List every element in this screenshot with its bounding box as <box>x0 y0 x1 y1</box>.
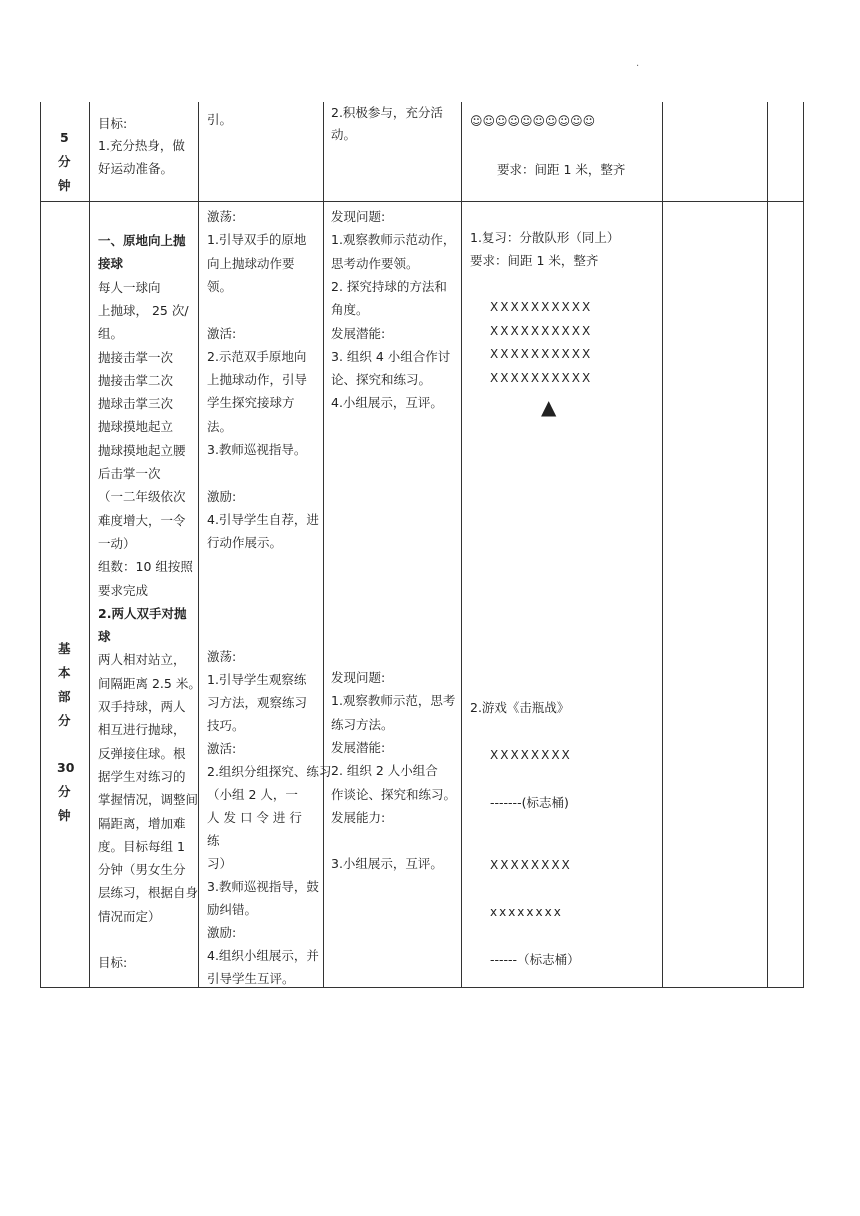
time-char: 钟 <box>58 178 71 193</box>
col-line-0 <box>40 102 41 988</box>
cell-line: 3.小组展示，互评。 <box>331 856 443 872</box>
cell-text: 1.充分热身，做 <box>98 138 185 153</box>
cell-text: 动。 <box>331 127 357 142</box>
cell-line: 抛球摸地起立腰 <box>98 442 186 458</box>
time-char: 分 <box>58 784 71 799</box>
cell-line: 抛球摸地起立 <box>98 419 174 435</box>
cell-line: 4.小组展示，互评。 <box>331 395 443 411</box>
col-line-2 <box>198 102 199 988</box>
cell-line: 相互进行抛球， <box>98 722 186 738</box>
cell-line: （小组 2 人，一 <box>207 787 298 802</box>
cell-line: 习） <box>207 856 233 871</box>
cell-line: 一、原地向上抛 <box>98 233 186 248</box>
formation-row: XXXXXXXXXX <box>490 347 593 361</box>
time-char: 钟 <box>58 808 71 823</box>
cell-line: 2.组织分组探究、练习 <box>207 764 332 779</box>
cell-line: 组数：10 组按照 <box>98 559 193 575</box>
time-char: 部 <box>58 689 71 704</box>
cell-line: 人 发 口 令 进 行 <box>207 810 302 825</box>
formation-row: XXXXXXXXXX <box>490 300 593 314</box>
cell-line: 作谈论、探究和练习。 <box>331 786 457 802</box>
cell-line: 双手持球，两人 <box>98 699 186 714</box>
inner-box-left <box>89 202 90 987</box>
cell-line: 3.教师巡视指导，鼓 <box>207 879 319 894</box>
cell-text: 目标: <box>98 116 128 131</box>
cell-line: 两人相对站立， <box>98 652 186 668</box>
inner-box-bottom <box>89 987 199 988</box>
game-line: -------(标志桶) <box>490 795 569 810</box>
cell-line: 练习方法。 <box>331 716 394 732</box>
cell-line: 抛接击掌二次 <box>98 372 174 388</box>
cell-line: 发展潜能: <box>331 325 386 341</box>
cell-line: 发展能力: <box>331 809 386 825</box>
cell-line: 学生探究接球方 <box>207 395 295 411</box>
cell-line: 4.引导学生自荐，进 <box>207 511 319 527</box>
cell-line: 励纠错。 <box>207 902 258 917</box>
col-line-6 <box>767 102 768 988</box>
cell-line: 行动作展示。 <box>207 535 283 551</box>
cell-line: 4.组织小组展示，并 <box>207 948 319 963</box>
col-line-3 <box>323 102 324 988</box>
cell-line: （一二年级依次 <box>98 489 186 505</box>
cell-line: 发现问题: <box>331 209 386 224</box>
cell-line: 组。 <box>98 326 124 342</box>
cell-line: 激活: <box>207 325 237 341</box>
cell-line: 抛球击掌三次 <box>98 396 174 412</box>
cell-line: 掌握情况，调整间 <box>98 792 199 808</box>
cell-line: 引导学生互评。 <box>207 971 295 986</box>
time-char: 5 <box>60 130 69 145</box>
formation-title: 1.复习：分散队形（同上） <box>470 230 620 245</box>
formation-row: XXXXXXXXXX <box>490 324 593 338</box>
cell-line: 角度。 <box>331 302 369 318</box>
cell-line: 上抛球动作，引导 <box>207 372 308 388</box>
time-char: 分 <box>58 154 71 169</box>
cell-line: 目标: <box>98 955 128 971</box>
cell-line: 1.观察教师示范动作， <box>331 232 456 248</box>
cell-line: 技巧。 <box>207 718 245 733</box>
cell-line: 1.引导学生观察练 <box>207 672 307 687</box>
cell-line: 激荡: <box>207 209 237 224</box>
cell-line: 一动） <box>98 535 136 551</box>
cell-line: 3. 组织 4 小组合作讨 <box>331 348 451 364</box>
cell-line: 发展潜能: <box>331 739 386 755</box>
time-char: 30 <box>57 760 75 775</box>
cell-line: 激励: <box>207 925 237 940</box>
formation-row: XXXXXXXXXX <box>490 371 593 385</box>
cell-line: 2.两人双手对抛 <box>98 605 187 621</box>
cell-line: 抛接击掌一次 <box>98 349 174 365</box>
cell-line: 2. 组织 2 人小组合 <box>331 763 438 779</box>
cell-line: 激荡: <box>207 649 237 664</box>
cell-line: 反弹接住球。根 <box>98 745 186 761</box>
game-line: XXXXXXXX <box>490 748 572 762</box>
cell-line: 隔距离，增加难 <box>98 815 186 831</box>
cell-line: 1.观察教师示范，思考 <box>331 693 456 709</box>
game-line: XXXXXXXX <box>490 858 572 872</box>
col-line-5 <box>662 102 663 988</box>
cell-line: 每人一球向 <box>98 279 161 295</box>
col-line-4 <box>461 102 462 988</box>
cell-line: 激活: <box>207 741 237 756</box>
cell-line: 发现问题: <box>331 670 386 685</box>
cell-line: 领。 <box>207 278 233 294</box>
cell-line: 难度增大，一令 <box>98 512 186 528</box>
time-char: 分 <box>58 713 71 728</box>
cell-line: 间隔距离 2.5 米。 <box>98 675 201 691</box>
cell-line: 球 <box>98 629 111 645</box>
cell-line: 激励: <box>207 488 237 504</box>
cell-line: 要求完成 <box>98 582 149 598</box>
cell-line: 论、探究和练习。 <box>331 372 432 388</box>
requirement-text: 要求：间距 1 米，整齐 <box>497 162 626 177</box>
cell-line: 3.教师巡视指导。 <box>207 442 307 457</box>
cell-line: 分钟（男女生分 <box>98 862 186 878</box>
page-dot: . <box>636 58 640 69</box>
time-char: 本 <box>58 665 71 680</box>
cell-line: 2.示范双手原地向 <box>207 348 307 364</box>
cell-line: 度。目标每组 1 <box>98 838 185 854</box>
game-line: xxxxxxxx <box>490 905 563 919</box>
cell-line: 接球 <box>98 256 124 272</box>
cell-text: 好运动准备。 <box>98 161 174 176</box>
faces-formation: ☺☺☺☺☺☺☺☺☺☺ <box>470 114 596 128</box>
game-line: ------（标志桶） <box>490 952 580 967</box>
cell-line: 后击掌一次 <box>98 466 161 481</box>
cell-line: 据学生对练习的 <box>98 768 186 784</box>
cell-line: 1.引导双手的原地 <box>207 232 307 248</box>
cell-line: 习方法，观察练习 <box>207 695 308 710</box>
cell-text: 2.积极参与，充分活 <box>331 105 443 120</box>
game-title: 2.游戏《击瓶战》 <box>470 700 570 715</box>
teacher-triangle-icon: ▲ <box>541 395 557 419</box>
cell-line: 情况而定） <box>98 908 161 924</box>
cell-text: 引。 <box>207 112 233 127</box>
requirement-text: 要求：间距 1 米，整齐 <box>470 253 599 268</box>
cell-line: 向上抛球动作要 <box>207 255 295 271</box>
cell-line: 层练习，根据自身 <box>98 885 199 901</box>
col-line-7 <box>803 102 804 988</box>
cell-line: 上抛球， 25 次/ <box>98 302 189 318</box>
time-char: 基 <box>58 641 71 656</box>
cell-line: 思考动作要领。 <box>331 255 419 271</box>
cell-line: 2. 探究持球的方法和 <box>331 278 447 294</box>
row-line-1 <box>40 201 804 202</box>
cell-line: 练 <box>207 833 220 848</box>
cell-line: 法。 <box>207 418 233 434</box>
